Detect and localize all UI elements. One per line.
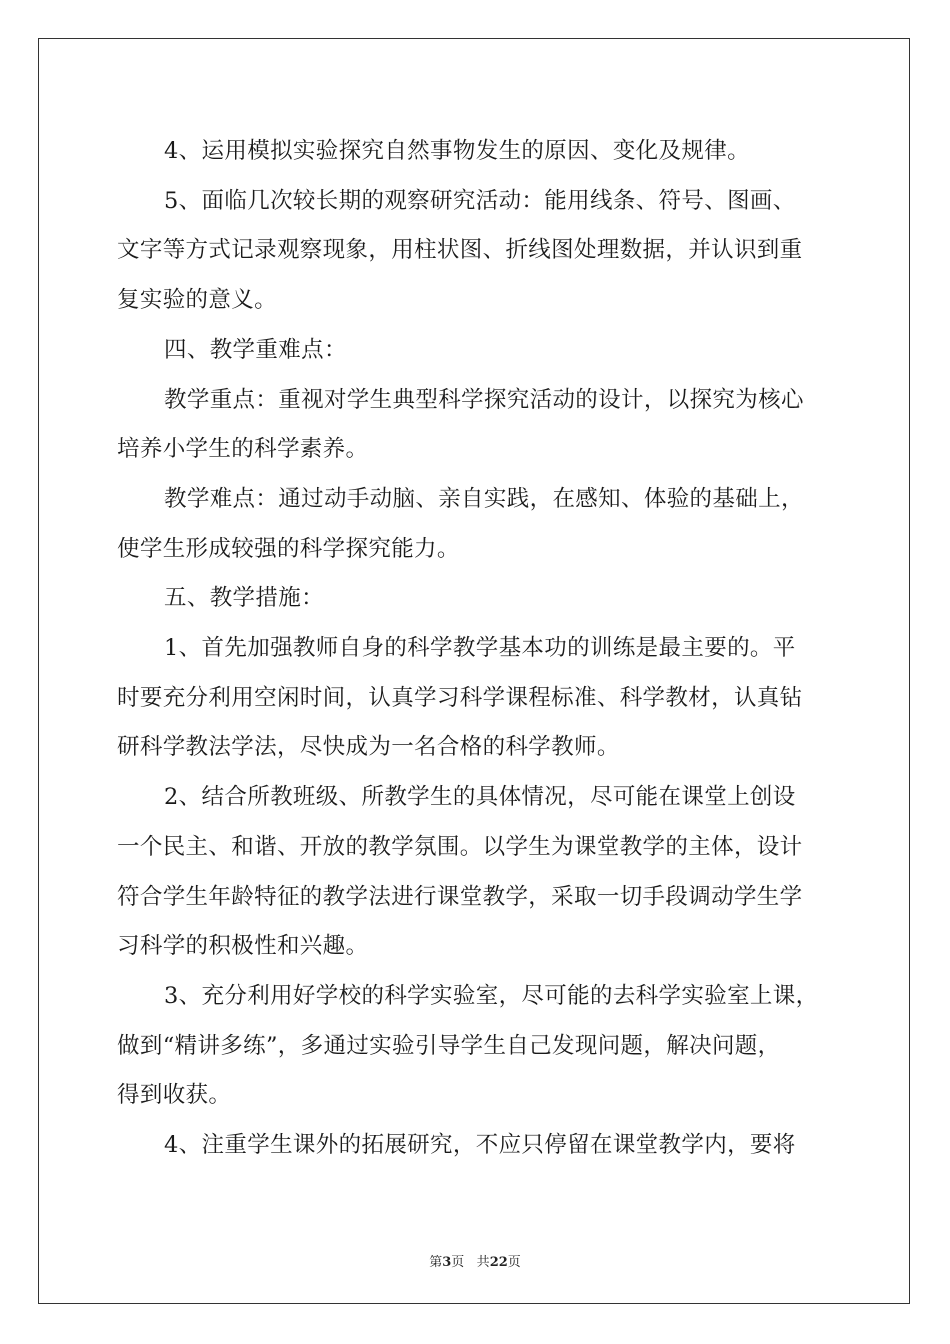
paragraph: [117, 127, 837, 177]
paragraph: [117, 624, 837, 773]
text-line: 4、注重学生课外的拓展研究，不应只停留在课堂教学内，要将: [164, 1132, 796, 1159]
page-footer: [0, 1251, 950, 1270]
paragraph: [117, 773, 837, 972]
text-line: 四、教学重难点：: [164, 336, 347, 363]
document-body: [117, 127, 837, 1171]
text-line: 培养小学生的科学素养。: [117, 436, 369, 463]
text-line: 使学生形成较强的科学探究能力。: [117, 535, 460, 562]
text-line: 一个民主、和谐、开放的教学氛围。以学生为课堂教学的主体，设计: [117, 833, 803, 860]
footer-prefix: 第: [429, 1255, 443, 1270]
paragraph: [117, 475, 837, 574]
text-line: 复实验的意义。: [117, 287, 277, 314]
text-line: 研科学教法学法，尽快成为一名合格的科学教师。: [117, 734, 620, 761]
footer-total-suffix: 页: [507, 1255, 521, 1270]
text-line: 3、充分利用好学校的科学实验室，尽可能的去科学实验室上课，: [164, 982, 819, 1009]
text-line: 习科学的积极性和兴趣。: [117, 933, 369, 960]
paragraph: [117, 376, 837, 475]
text-line: 教学重点：重视对学生典型科学探究活动的设计，以探究为核心: [164, 386, 804, 413]
footer-page-suffix: 页: [451, 1255, 465, 1270]
text-line: 5、面临几次较长期的观察研究活动：能用线条、符号、图画、: [164, 187, 796, 214]
text-line: 符合学生年龄特征的教学法进行课堂教学，采取一切手段调动学生学: [117, 883, 803, 910]
paragraph: [117, 326, 837, 376]
text-line: 时要充分利用空闲时间，认真学习科学课程标准、科学教材，认真钻: [117, 684, 803, 711]
text-line: 1、首先加强教师自身的科学教学基本功的训练是最主要的。平: [164, 635, 796, 662]
text-line: 4、运用模拟实验探究自然事物发生的原因、变化及规律。: [164, 138, 750, 164]
paragraph: [117, 177, 837, 326]
text-line: 做到“精讲多练”，多通过实验引导学生自己发现问题，解决问题，: [117, 1032, 781, 1059]
text-line: 教学难点：通过动手动脑、亲自实践，在感知、体验的基础上，: [164, 485, 804, 512]
paragraph: [117, 574, 837, 624]
paragraph: [117, 972, 837, 1121]
text-line: 文字等方式记录观察现象，用柱状图、折线图处理数据，并认识到重: [117, 237, 803, 264]
text-line: 2、结合所教班级、所教学生的具体情况，尽可能在课堂上创设: [164, 784, 796, 811]
text-line: 得到收获。: [117, 1082, 232, 1109]
paragraph: [117, 1121, 837, 1171]
footer-total-pages: 22: [489, 1255, 508, 1270]
text-line: 五、教学措施：: [164, 585, 324, 612]
footer-page-number: 3: [442, 1255, 452, 1270]
footer-total-prefix: 共: [476, 1255, 490, 1270]
